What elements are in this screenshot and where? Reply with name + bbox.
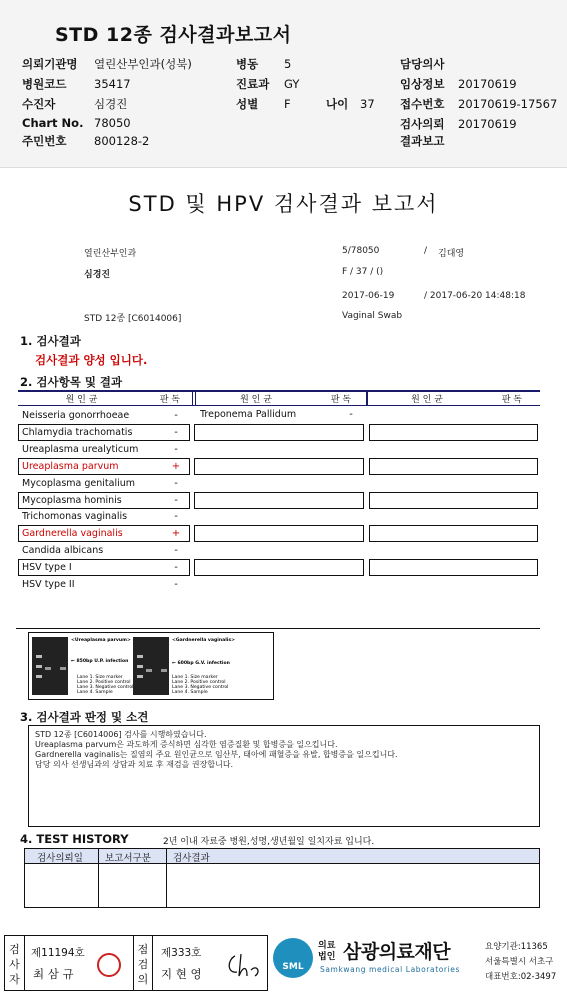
pathogen-result: - — [174, 410, 178, 421]
reviewer-signature — [223, 950, 263, 980]
empty-result-box — [194, 525, 364, 542]
pathogen-name: Mycoplasma hominis — [22, 494, 122, 506]
pathogen-name: Gardnerella vaginalis — [22, 528, 123, 540]
pathogen-name: Ureaplasma urealyticum — [22, 443, 139, 455]
physician-label: 담당의사 — [400, 57, 445, 71]
reviewer-label: 점 검 의 — [133, 936, 153, 990]
gel-right-legend-3: Lane 3. Negative control — [172, 685, 229, 690]
org-name: 삼광의료재단 — [343, 941, 451, 963]
col-pathogen-2: 원 인 균 — [240, 395, 272, 405]
chart-value: 78050 — [94, 116, 131, 130]
history-col-date: 검사의뢰일 — [37, 853, 83, 864]
col-pathogen-3: 원 인 균 — [411, 395, 443, 405]
finding-line-4: 담당 의사 선생님과의 상담과 치료 후 재검을 권장합니다. — [35, 760, 234, 769]
gel-right — [133, 637, 169, 695]
empty-result-box — [194, 492, 364, 509]
hospital-code-value: 35417 — [94, 77, 131, 91]
table-column-divider — [367, 392, 368, 406]
empty-result-box — [369, 424, 538, 441]
empty-result-box — [369, 458, 538, 475]
report-specimen: Vaginal Swab — [342, 311, 403, 321]
reviewer-name: 지 현 영 — [161, 967, 202, 981]
history-col-result: 검사결과 — [173, 853, 210, 864]
report-test-code: STD 12종 [C6014006] — [84, 314, 182, 324]
section3-heading: 3. 검사결과 판정 및 소견 — [20, 710, 149, 724]
empty-result-box — [194, 424, 364, 441]
report-doctor-sep: / — [424, 246, 428, 256]
pathogen-result: - — [174, 443, 178, 455]
pathogen-result: - — [174, 494, 178, 506]
dept-row — [236, 76, 299, 92]
report-chart-ref: 5/78050 — [342, 246, 380, 256]
chart-row — [22, 116, 131, 130]
finding-line-1: STD 12종 [C6014006] 검사를 시행하였습니다. — [35, 730, 207, 739]
gel-left-title: <Ureaplasma parvum> — [71, 638, 131, 643]
section4-heading: 4. TEST HISTORY — [20, 832, 129, 846]
signature-box — [4, 935, 268, 991]
col-result-2: 판 독 — [330, 395, 352, 405]
physician-row — [400, 56, 458, 72]
results-table-header — [18, 390, 540, 406]
empty-result-box — [369, 559, 538, 576]
gel-left-legend-2: Lane 2. Positive control — [77, 680, 131, 685]
pathogen-result: - — [349, 409, 353, 420]
history-table — [24, 848, 540, 908]
positive-message: 검사결과 양성 입니다. — [35, 353, 148, 367]
table-column-divider — [192, 392, 193, 406]
receipt-value: 20170619-17567 — [458, 97, 558, 111]
pathogen-name: HSV type II — [22, 579, 75, 590]
pathogen-result: + — [171, 460, 181, 472]
empty-result-box — [194, 559, 364, 576]
pathogen-result: - — [174, 562, 178, 574]
org-prefix: 의료 법인 — [318, 941, 336, 962]
empty-result-box — [369, 525, 538, 542]
pathogen-name: HSV type I — [22, 562, 72, 574]
pathogen-name: Candida albicans — [22, 545, 104, 557]
history-note: 2년 이내 자료중 병원,성명,생년월일 일치자료 입니다. — [163, 837, 375, 847]
age-label: 나이 — [326, 97, 349, 111]
gel-right-legend-4: Lane 4. Sample — [172, 690, 208, 695]
section1-heading: 1. 검사결과 — [20, 334, 81, 348]
sex-label: 성별 — [236, 97, 259, 111]
reviewer-id: 제333호 — [161, 947, 202, 959]
tester-name: 최 삼 규 — [33, 967, 74, 981]
report-header — [0, 0, 567, 168]
gel-right-title: <Gardnerella vaginalis> — [172, 638, 235, 643]
tester-seal — [97, 953, 121, 977]
report-date-from: 2017-06-19 — [342, 291, 395, 301]
history-header — [25, 849, 539, 864]
gel-left-arrow: ← 850bp U.P. infection — [71, 659, 129, 664]
request-row — [400, 116, 517, 132]
history-col-type: 보고서구분 — [105, 853, 151, 864]
pathogen-result: + — [171, 528, 181, 540]
report-doctor: 김대영 — [438, 249, 465, 259]
result-report-row — [400, 133, 458, 149]
ward-row — [236, 56, 291, 72]
gel-right-legend-1: Lane 1. Size marker — [172, 675, 218, 680]
gel-right-legend-2: Lane 2. Positive control — [172, 680, 226, 685]
pathogen-result: - — [174, 511, 178, 523]
empty-result-box — [194, 458, 364, 475]
ward-label: 병동 — [236, 57, 259, 71]
resident-label: 주민번호 — [22, 134, 67, 148]
gel-left-legend-3: Lane 3. Negative control — [77, 685, 134, 690]
org-info — [485, 940, 556, 985]
request-value: 20170619 — [458, 117, 517, 131]
chart-label: Chart No. — [22, 116, 84, 130]
report-clinic: 열린산부인과 — [84, 249, 137, 259]
gel-left-legend-4: Lane 4. Sample — [77, 690, 113, 695]
pathogen-result: - — [174, 426, 178, 438]
tester-label: 검 사 자 — [5, 936, 25, 990]
org-info-1: 요양기관:11365 — [485, 942, 548, 952]
col-pathogen-1: 원 인 균 — [65, 395, 98, 405]
pathogen-name: Ureaplasma parvum — [22, 460, 119, 472]
patient-row — [22, 96, 127, 112]
report-date-to: / 2017-06-20 14:48:18 — [424, 291, 526, 301]
pathogen-name: Treponema Pallidum — [200, 409, 297, 420]
section2-heading: 2. 검사항목 및 결과 — [20, 375, 123, 389]
gel-left-legend-1: Lane 1. Size marker — [77, 675, 123, 680]
col-result-3: 판 독 — [501, 395, 523, 405]
divider-line — [16, 628, 540, 629]
hospital-code-row — [22, 76, 131, 92]
org-info-2: 서울특별시 서초구 — [485, 957, 554, 967]
result-report-label: 결과보고 — [400, 134, 445, 148]
sex-row — [236, 96, 375, 112]
tester-id: 제11194호 — [31, 947, 85, 959]
receipt-label: 접수번호 — [400, 97, 445, 111]
resident-row — [22, 133, 149, 149]
receipt-row — [400, 96, 557, 112]
gel-left — [32, 637, 68, 695]
institution-row — [22, 56, 192, 72]
report-sex-age: F / 37 / () — [342, 267, 384, 277]
age-value: 37 — [360, 97, 375, 111]
dept-value: GY — [284, 77, 300, 91]
pathogen-name: Chlamydia trachomatis — [22, 426, 133, 438]
org-english: Samkwang medical Laboratories — [320, 965, 461, 974]
ward-value: 5 — [284, 57, 292, 71]
report-patient: 심경진 — [84, 270, 111, 280]
clinical-label: 임상정보 — [400, 77, 445, 91]
findings-box — [28, 725, 540, 827]
sex-value: F — [284, 97, 291, 111]
pathogen-name: Neisseria gonorrhoeae — [22, 410, 130, 421]
gel-right-arrow: ← 600bp G.V. infection — [172, 661, 230, 666]
org-logo — [273, 938, 313, 978]
org-logo-text: SML — [282, 962, 304, 972]
finding-line-3: Gardnerella vaginalis는 질염의 주요 원인균으로 임산부, 태아에 패혈증을 유발, 합병증을 일으킵니다. — [35, 750, 398, 759]
org-info-3: 대표번호:02-3497 — [485, 972, 557, 982]
pathogen-name: Trichomonas vaginalis — [22, 511, 128, 523]
hospital-code-label: 병원코드 — [22, 77, 67, 91]
patient-label: 수진자 — [22, 97, 56, 111]
request-label: 검사의뢰 — [400, 117, 445, 131]
finding-line-2: Ureaplasma parvum은 과도하게 증식하면 심각한 염증질환 및 합병증을 일으킵니다. — [35, 740, 338, 749]
col-result-1: 판 독 — [159, 395, 181, 405]
gel-image-panel — [28, 632, 274, 700]
report-title: STD 및 HPV 검사결과 보고서 — [128, 192, 439, 216]
pathogen-result: - — [174, 579, 178, 590]
empty-result-box — [369, 492, 538, 509]
institution-value: 열린산부인과(성북) — [94, 57, 192, 71]
pathogen-name: Mycoplasma genitalium — [22, 477, 136, 489]
dept-label: 진료과 — [236, 77, 270, 91]
resident-value: 800128-2 — [94, 134, 150, 148]
clinical-value: 20170619 — [458, 77, 517, 91]
pathogen-result: - — [174, 545, 178, 557]
header-title: STD 12종 검사결과보고서 — [55, 24, 292, 46]
institution-label: 의뢰기관명 — [22, 57, 78, 71]
patient-value: 심경진 — [94, 97, 128, 111]
clinical-row — [400, 76, 517, 92]
pathogen-result: - — [174, 477, 178, 489]
